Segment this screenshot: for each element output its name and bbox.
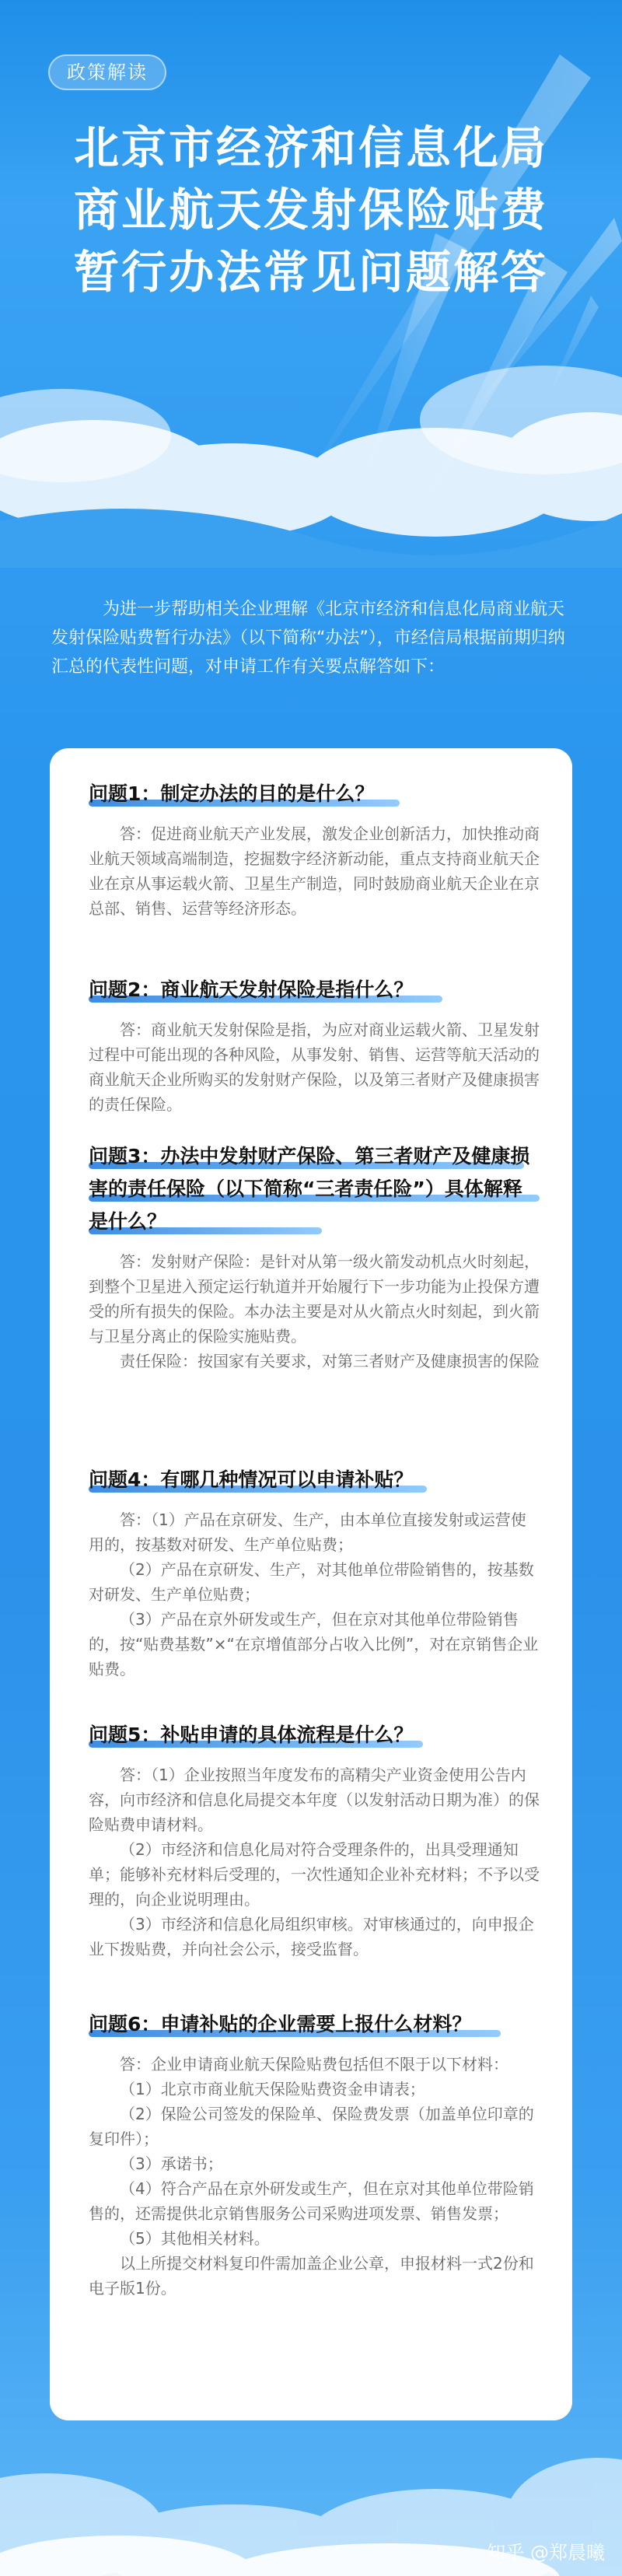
answer-5: 答：（1）企业按照当年度发布的高精尖产业资金使用公告内容，向市经济和信息化局提交本年度（以发射活动日期为准）的保险贴费申请材料。 （2）市经济和信息化局对符合受理条件的，出具受理通知单；能够补充材料后受理的，一次性通知企业补充材料；不予以受理的，向企业说明理由。 （3）市经济和信息化局组织审核。对审核通过的，向申报企业下拨贴费，并向社会公示，接受监督。 [89,1766,540,1958]
title-line-1: 北京市经济和信息化局 [73,121,548,174]
question-3: 问题3：办法中发射财产保险、第三者财产及健康损害的责任保险（以下简称“三者责任险”）具体解释是什么？ [89,1140,540,1238]
question-4: 问题4：有哪几种情况可以申请补贴？ [89,1464,540,1496]
page-title [0,117,622,303]
answer-4: 答：（1）产品在京研发、生产，由本单位直接发射或运营使用的，按基数对研发、生产单位贴费； （2）产品在京研发、生产，对其他单位带险销售的，按基数对研发、生产单位贴费； （3）产品在京外研发或生产，但在京对其他单位带险销售的，按“贴费基数”×“在京增值部分占收入比例”，对在京销售企业贴费。 [89,1510,539,1678]
clouds-illustration [0,303,622,568]
question-6: 问题6：申请补贴的企业需要上报什么材料？ [89,2008,540,2041]
question-1: 问题1：制定办法的目的是什么？ [89,778,540,810]
title-line-3: 暂行办法常见问题解答 [73,246,548,299]
faq-item-6 [89,2008,540,2301]
source-watermark: 知乎 @郑晨曦 [487,2542,605,2564]
faq-item-4 [89,1464,540,1682]
faq-item-2 [89,974,540,1117]
intro-paragraph: 为进一步帮助相关企业理解《北京市经济和信息化局商业航天发射保险贴费暂行办法》（以下简称“办法”），市经信局根据前期归纳汇总的代表性问题，对申请工作有关要点解答如下： [51,600,565,677]
answer-6: 答：企业申请商业航天保险贴费包括但不限于以下材料： （1）北京市商业航天保险贴费资金申请表； （2）保险公司签发的保险单、保险费发票（加盖单位印章的复印件）； （3）承诺书； （4）符合产品在京外研发或生产，但在京对其他单位带险销售的，还需提供北京销售服务公司采购进项发票、销售发票； （5）其他相关材料。 以上所提交材料复印件需加盖企业公章，申报材料一式2份和电子版1份。 [89,2055,534,2298]
question-2: 问题2：商业航天发射保险是指什么？ [89,974,540,1006]
answer-1: 答：促进商业航天产业发展，激发企业创新活力，加快推动商业航天领域高端制造，挖掘数字经济新动能，重点支持商业航天企业在京从事运载火箭、卫星生产制造，同时鼓励商业航天企业在京总部、销售、运营等经济形态。 [89,824,540,918]
question-5: 问题5：补贴申请的具体流程是什么？ [89,1719,540,1752]
answer-3: 答：发射财产保险：是针对从第一级火箭发动机点火时刻起，到整个卫星进入预定运行轨道并开始履行下一步功能为止投保方遭受的所有损失的保险。本办法主要是对从火箭点火时刻起，到火箭与卫星分离止的保险实施贴费。 责任保险：按国家有关要求，对第三者财产及健康损害的保险 [89,1252,540,1370]
faq-item-3 [89,1140,540,1374]
answer-2: 答：商业航天发射保险是指，为应对商业运载火箭、卫星发射过程中可能出现的各种风险，从事发射、销售、运营等航天活动的商业航天企业所购买的发射财产保险，以及第三者财产及健康损害的责任保险。 [89,1020,540,1114]
title-line-2: 商业航天发射保险贴费 [73,184,548,236]
faq-item-5 [89,1719,540,1962]
faq-item-1 [89,778,540,921]
policy-tag: 政策解读 [48,54,166,90]
